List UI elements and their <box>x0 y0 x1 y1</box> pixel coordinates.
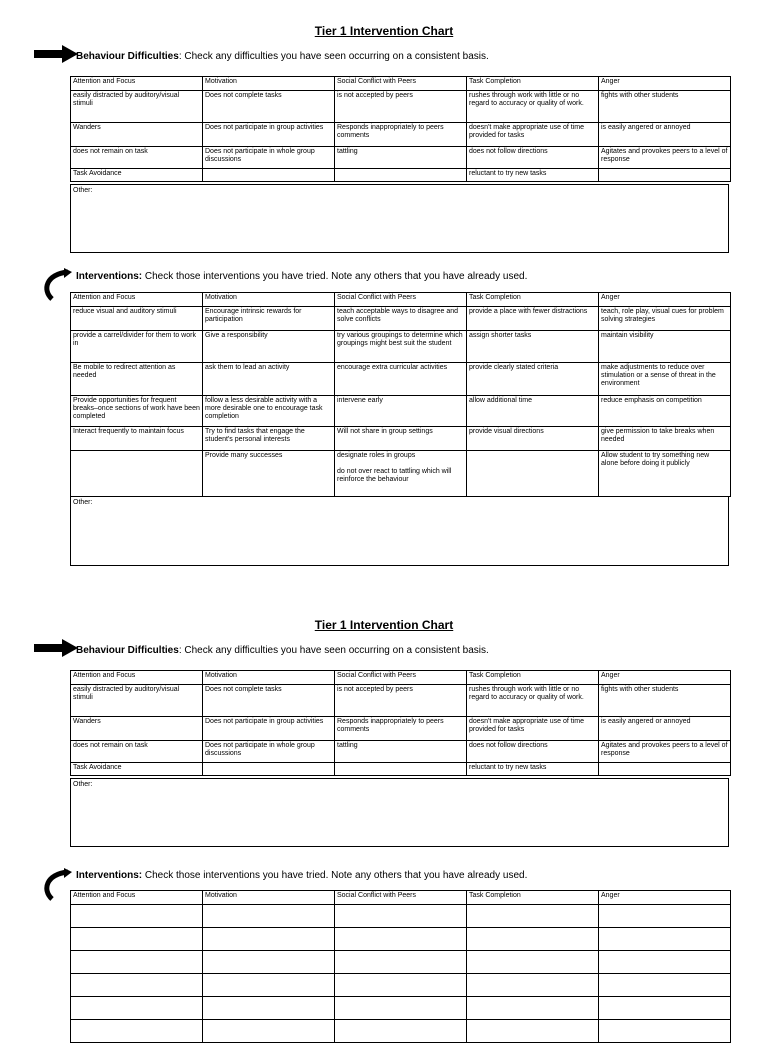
column-header: Attention and Focus <box>71 293 203 307</box>
table-row <box>71 741 731 763</box>
table-row <box>71 951 731 974</box>
checkable-cell[interactable]: Wanders <box>71 123 203 147</box>
table-header-row <box>71 293 731 307</box>
checkable-cell[interactable]: reduce visual and auditory stimuli <box>71 307 203 331</box>
table-header-row <box>71 891 731 905</box>
checkable-cell[interactable] <box>203 169 335 182</box>
checkable-cell[interactable]: Give a responsibility <box>203 331 335 363</box>
checkable-cell[interactable]: ask them to lead an activity <box>203 363 335 396</box>
behaviour-table <box>70 76 731 182</box>
checkable-cell[interactable]: Allow student to try something new alone before doing it publicly <box>599 451 731 497</box>
other-label: Other: <box>73 187 93 194</box>
interventions-instruction: Check those interventions you have tried. Note any others that you have already used. <box>142 870 528 881</box>
checkable-cell[interactable]: Provide opportunities for frequent breaks–once sections of work have been completed <box>71 396 203 427</box>
column-header: Task Completion <box>467 77 599 91</box>
column-header: Task Completion <box>467 293 599 307</box>
table-row <box>71 396 731 427</box>
column-header: Attention and Focus <box>71 891 203 905</box>
behaviour-table <box>70 670 731 776</box>
behaviour-heading <box>76 51 489 62</box>
blank-cell[interactable] <box>599 905 731 928</box>
behaviour-instruction: : Check any difficulties you have seen occurring on a consistent basis. <box>178 51 489 62</box>
blank-cell[interactable] <box>71 997 203 1020</box>
behaviour-instruction: : Check any difficulties you have seen occurring on a consistent basis. <box>178 645 489 656</box>
checkable-cell[interactable]: provide clearly stated criteria <box>467 363 599 396</box>
column-header: Motivation <box>203 293 335 307</box>
blank-cell[interactable] <box>71 974 203 997</box>
interventions-instruction: Check those interventions you have tried. Note any others that you have already used. <box>142 271 528 282</box>
checkable-cell[interactable]: Does not participate in whole group discussions <box>203 741 335 763</box>
checkable-cell[interactable]: Responds inappropriately to peers comments <box>335 123 467 147</box>
curved-arrow-icon <box>38 868 72 902</box>
checkable-cell[interactable]: easily distracted by auditory/visual stimuli <box>71 685 203 717</box>
checkable-cell[interactable]: maintain visibility <box>599 331 731 363</box>
checkable-cell[interactable]: is easily angered or annoyed <box>599 123 731 147</box>
interventions-heading-label: Interventions: <box>76 271 143 282</box>
blank-cell[interactable] <box>335 997 467 1020</box>
blank-cell[interactable] <box>599 974 731 997</box>
column-header: Motivation <box>203 671 335 685</box>
blank-cell[interactable] <box>467 905 599 928</box>
column-header: Attention and Focus <box>71 77 203 91</box>
checkable-cell[interactable]: provide a place with fewer distractions <box>467 307 599 331</box>
blank-cell[interactable] <box>599 928 731 951</box>
checkable-cell[interactable]: Interact frequently to maintain focus <box>71 427 203 451</box>
blank-cell[interactable] <box>599 951 731 974</box>
behaviour-heading-label: Behaviour Difficulties <box>76 645 179 656</box>
table-row <box>71 169 731 182</box>
checkable-cell[interactable] <box>599 169 731 182</box>
blank-cell[interactable] <box>203 997 335 1020</box>
checkable-cell[interactable]: provide visual directions <box>467 427 599 451</box>
interventions-heading <box>76 271 527 282</box>
checkable-cell[interactable]: Task Avoidance <box>71 763 203 776</box>
checkable-cell[interactable] <box>467 451 599 497</box>
arrow-right-icon <box>34 639 78 657</box>
table-row <box>71 331 731 363</box>
checkable-cell[interactable] <box>71 451 203 497</box>
blank-cell[interactable] <box>203 974 335 997</box>
checkable-cell[interactable] <box>335 169 467 182</box>
checkable-cell[interactable]: follow a less desirable activity with a more desirable one to encourage task completion <box>203 396 335 427</box>
checkable-cell[interactable]: teach, role play, visual cues for problem solving strategies <box>599 307 731 331</box>
checkable-cell[interactable]: does not follow directions <box>467 741 599 763</box>
checkable-cell[interactable]: encourage extra curricular activities <box>335 363 467 396</box>
column-header: Anger <box>599 891 731 905</box>
checkable-cell[interactable]: fights with other students <box>599 685 731 717</box>
checkable-cell[interactable]: fights with other students <box>599 91 731 123</box>
table-row <box>71 717 731 741</box>
blank-cell[interactable] <box>203 951 335 974</box>
table-row <box>71 363 731 396</box>
checkable-cell[interactable]: reluctant to try new tasks <box>467 169 599 182</box>
table-row <box>71 974 731 997</box>
other-label: Other: <box>73 499 93 506</box>
checkable-cell[interactable]: Responds inappropriately to peers comments <box>335 717 467 741</box>
interventions-heading-label: Interventions: <box>76 870 143 881</box>
checkable-cell[interactable]: Try to find tasks that engage the student's personal interests <box>203 427 335 451</box>
blank-cell[interactable] <box>335 951 467 974</box>
column-header: Task Completion <box>467 671 599 685</box>
blank-cell[interactable] <box>203 1020 335 1043</box>
other-notes-box[interactable] <box>70 184 729 253</box>
checkable-cell[interactable] <box>335 763 467 776</box>
checkable-cell[interactable]: Does not participate in whole group discussions <box>203 147 335 169</box>
checkable-cell[interactable]: is not accepted by peers <box>335 91 467 123</box>
column-header: Social Conflict with Peers <box>335 671 467 685</box>
checkable-cell[interactable]: Does not participate in group activities <box>203 123 335 147</box>
table-row <box>71 451 731 497</box>
checkable-cell[interactable]: does not follow directions <box>467 147 599 169</box>
checkable-cell[interactable]: Provide many successes <box>203 451 335 497</box>
column-header: Anger <box>599 671 731 685</box>
blank-cell[interactable] <box>335 905 467 928</box>
blank-cell[interactable] <box>599 997 731 1020</box>
checkable-cell[interactable]: does not remain on task <box>71 741 203 763</box>
checkable-cell[interactable]: designate roles in groups do not over react to tattling which will reinforce the behaviour <box>335 451 467 497</box>
checkable-cell[interactable]: tattling <box>335 147 467 169</box>
blank-cell[interactable] <box>467 928 599 951</box>
blank-cell[interactable] <box>599 1020 731 1043</box>
blank-cell[interactable] <box>71 928 203 951</box>
checkable-cell[interactable]: Agitates and provokes peers to a level of response <box>599 741 731 763</box>
checkable-cell[interactable]: Agitates and provokes peers to a level of response <box>599 147 731 169</box>
checkable-cell[interactable]: try various groupings to determine which groupings might best suit the student <box>335 331 467 363</box>
checkable-cell[interactable]: reduce emphasis on competition <box>599 396 731 427</box>
arrow-right-icon <box>34 45 78 63</box>
table-header-row <box>71 671 731 685</box>
column-header: Social Conflict with Peers <box>335 293 467 307</box>
checkable-cell[interactable] <box>203 763 335 776</box>
checkable-cell[interactable]: Wanders <box>71 717 203 741</box>
checkable-cell[interactable]: is not accepted by peers <box>335 685 467 717</box>
checkable-cell[interactable]: Encourage intrinsic rewards for participation <box>203 307 335 331</box>
table-header-row <box>71 77 731 91</box>
checkable-cell[interactable]: Task Avoidance <box>71 169 203 182</box>
checkable-cell[interactable]: does not remain on task <box>71 147 203 169</box>
table-row <box>71 147 731 169</box>
column-header: Anger <box>599 77 731 91</box>
blank-cell[interactable] <box>467 997 599 1020</box>
blank-cell[interactable] <box>467 974 599 997</box>
checkable-cell[interactable]: doesn't make appropriate use of time provided for tasks <box>467 123 599 147</box>
page-title: Tier 1 Intervention Chart <box>314 618 454 632</box>
table-row <box>71 427 731 451</box>
checkable-cell[interactable]: intervene early <box>335 396 467 427</box>
checkable-cell[interactable]: Does not participate in group activities <box>203 717 335 741</box>
blank-cell[interactable] <box>71 1020 203 1043</box>
column-header: Social Conflict with Peers <box>335 891 467 905</box>
interventions-table-blank <box>70 890 731 1043</box>
other-label: Other: <box>73 781 93 788</box>
column-header: Attention and Focus <box>71 671 203 685</box>
blank-cell[interactable] <box>335 1020 467 1043</box>
checkable-cell[interactable]: rushes through work with little or no regard to accuracy or quality of work. <box>467 91 599 123</box>
column-header: Task Completion <box>467 891 599 905</box>
table-row <box>71 123 731 147</box>
table-row <box>71 1020 731 1043</box>
table-row <box>71 997 731 1020</box>
column-header: Motivation <box>203 891 335 905</box>
checkable-cell[interactable]: is easily angered or annoyed <box>599 717 731 741</box>
checkable-cell[interactable]: assign shorter tasks <box>467 331 599 363</box>
table-row <box>71 763 731 776</box>
table-row <box>71 905 731 928</box>
column-header: Social Conflict with Peers <box>335 77 467 91</box>
checkable-cell[interactable]: provide a carrel/divider for them to work in <box>71 331 203 363</box>
checkable-cell[interactable]: tattling <box>335 741 467 763</box>
table-row <box>71 91 731 123</box>
blank-cell[interactable] <box>335 974 467 997</box>
blank-cell[interactable] <box>467 1020 599 1043</box>
blank-cell[interactable] <box>71 905 203 928</box>
interventions-heading <box>76 870 527 881</box>
table-row <box>71 928 731 951</box>
checkable-cell[interactable]: allow additional time <box>467 396 599 427</box>
column-header: Anger <box>599 293 731 307</box>
checkable-cell[interactable]: reluctant to try new tasks <box>467 763 599 776</box>
checkable-cell[interactable]: Does not complete tasks <box>203 685 335 717</box>
table-row <box>71 685 731 717</box>
checkable-cell[interactable]: give permission to take breaks when needed <box>599 427 731 451</box>
blank-cell[interactable] <box>71 951 203 974</box>
other-notes-box[interactable] <box>70 778 729 847</box>
blank-cell[interactable] <box>335 928 467 951</box>
checkable-cell[interactable]: doesn't make appropriate use of time provided for tasks <box>467 717 599 741</box>
behaviour-heading-label: Behaviour Difficulties <box>76 51 179 62</box>
interventions-table <box>70 292 731 497</box>
blank-cell[interactable] <box>203 905 335 928</box>
blank-cell[interactable] <box>467 951 599 974</box>
curved-arrow-icon <box>38 268 72 302</box>
checkable-cell[interactable]: Be mobile to redirect attention as needed <box>71 363 203 396</box>
other-notes-box[interactable] <box>70 496 729 566</box>
checkable-cell[interactable]: teach acceptable ways to disagree and solve conflicts <box>335 307 467 331</box>
behaviour-heading <box>76 645 489 656</box>
table-row <box>71 307 731 331</box>
checkable-cell[interactable]: easily distracted by auditory/visual stimuli <box>71 91 203 123</box>
checkable-cell[interactable] <box>599 763 731 776</box>
checkable-cell[interactable]: Does not complete tasks <box>203 91 335 123</box>
column-header: Motivation <box>203 77 335 91</box>
checkable-cell[interactable]: make adjustments to reduce over stimulation or a sense of threat in the environment <box>599 363 731 396</box>
page-title: Tier 1 Intervention Chart <box>314 24 454 38</box>
checkable-cell[interactable]: Will not share in group settings <box>335 427 467 451</box>
checkable-cell[interactable]: rushes through work with little or no regard to accuracy or quality of work. <box>467 685 599 717</box>
blank-cell[interactable] <box>203 928 335 951</box>
